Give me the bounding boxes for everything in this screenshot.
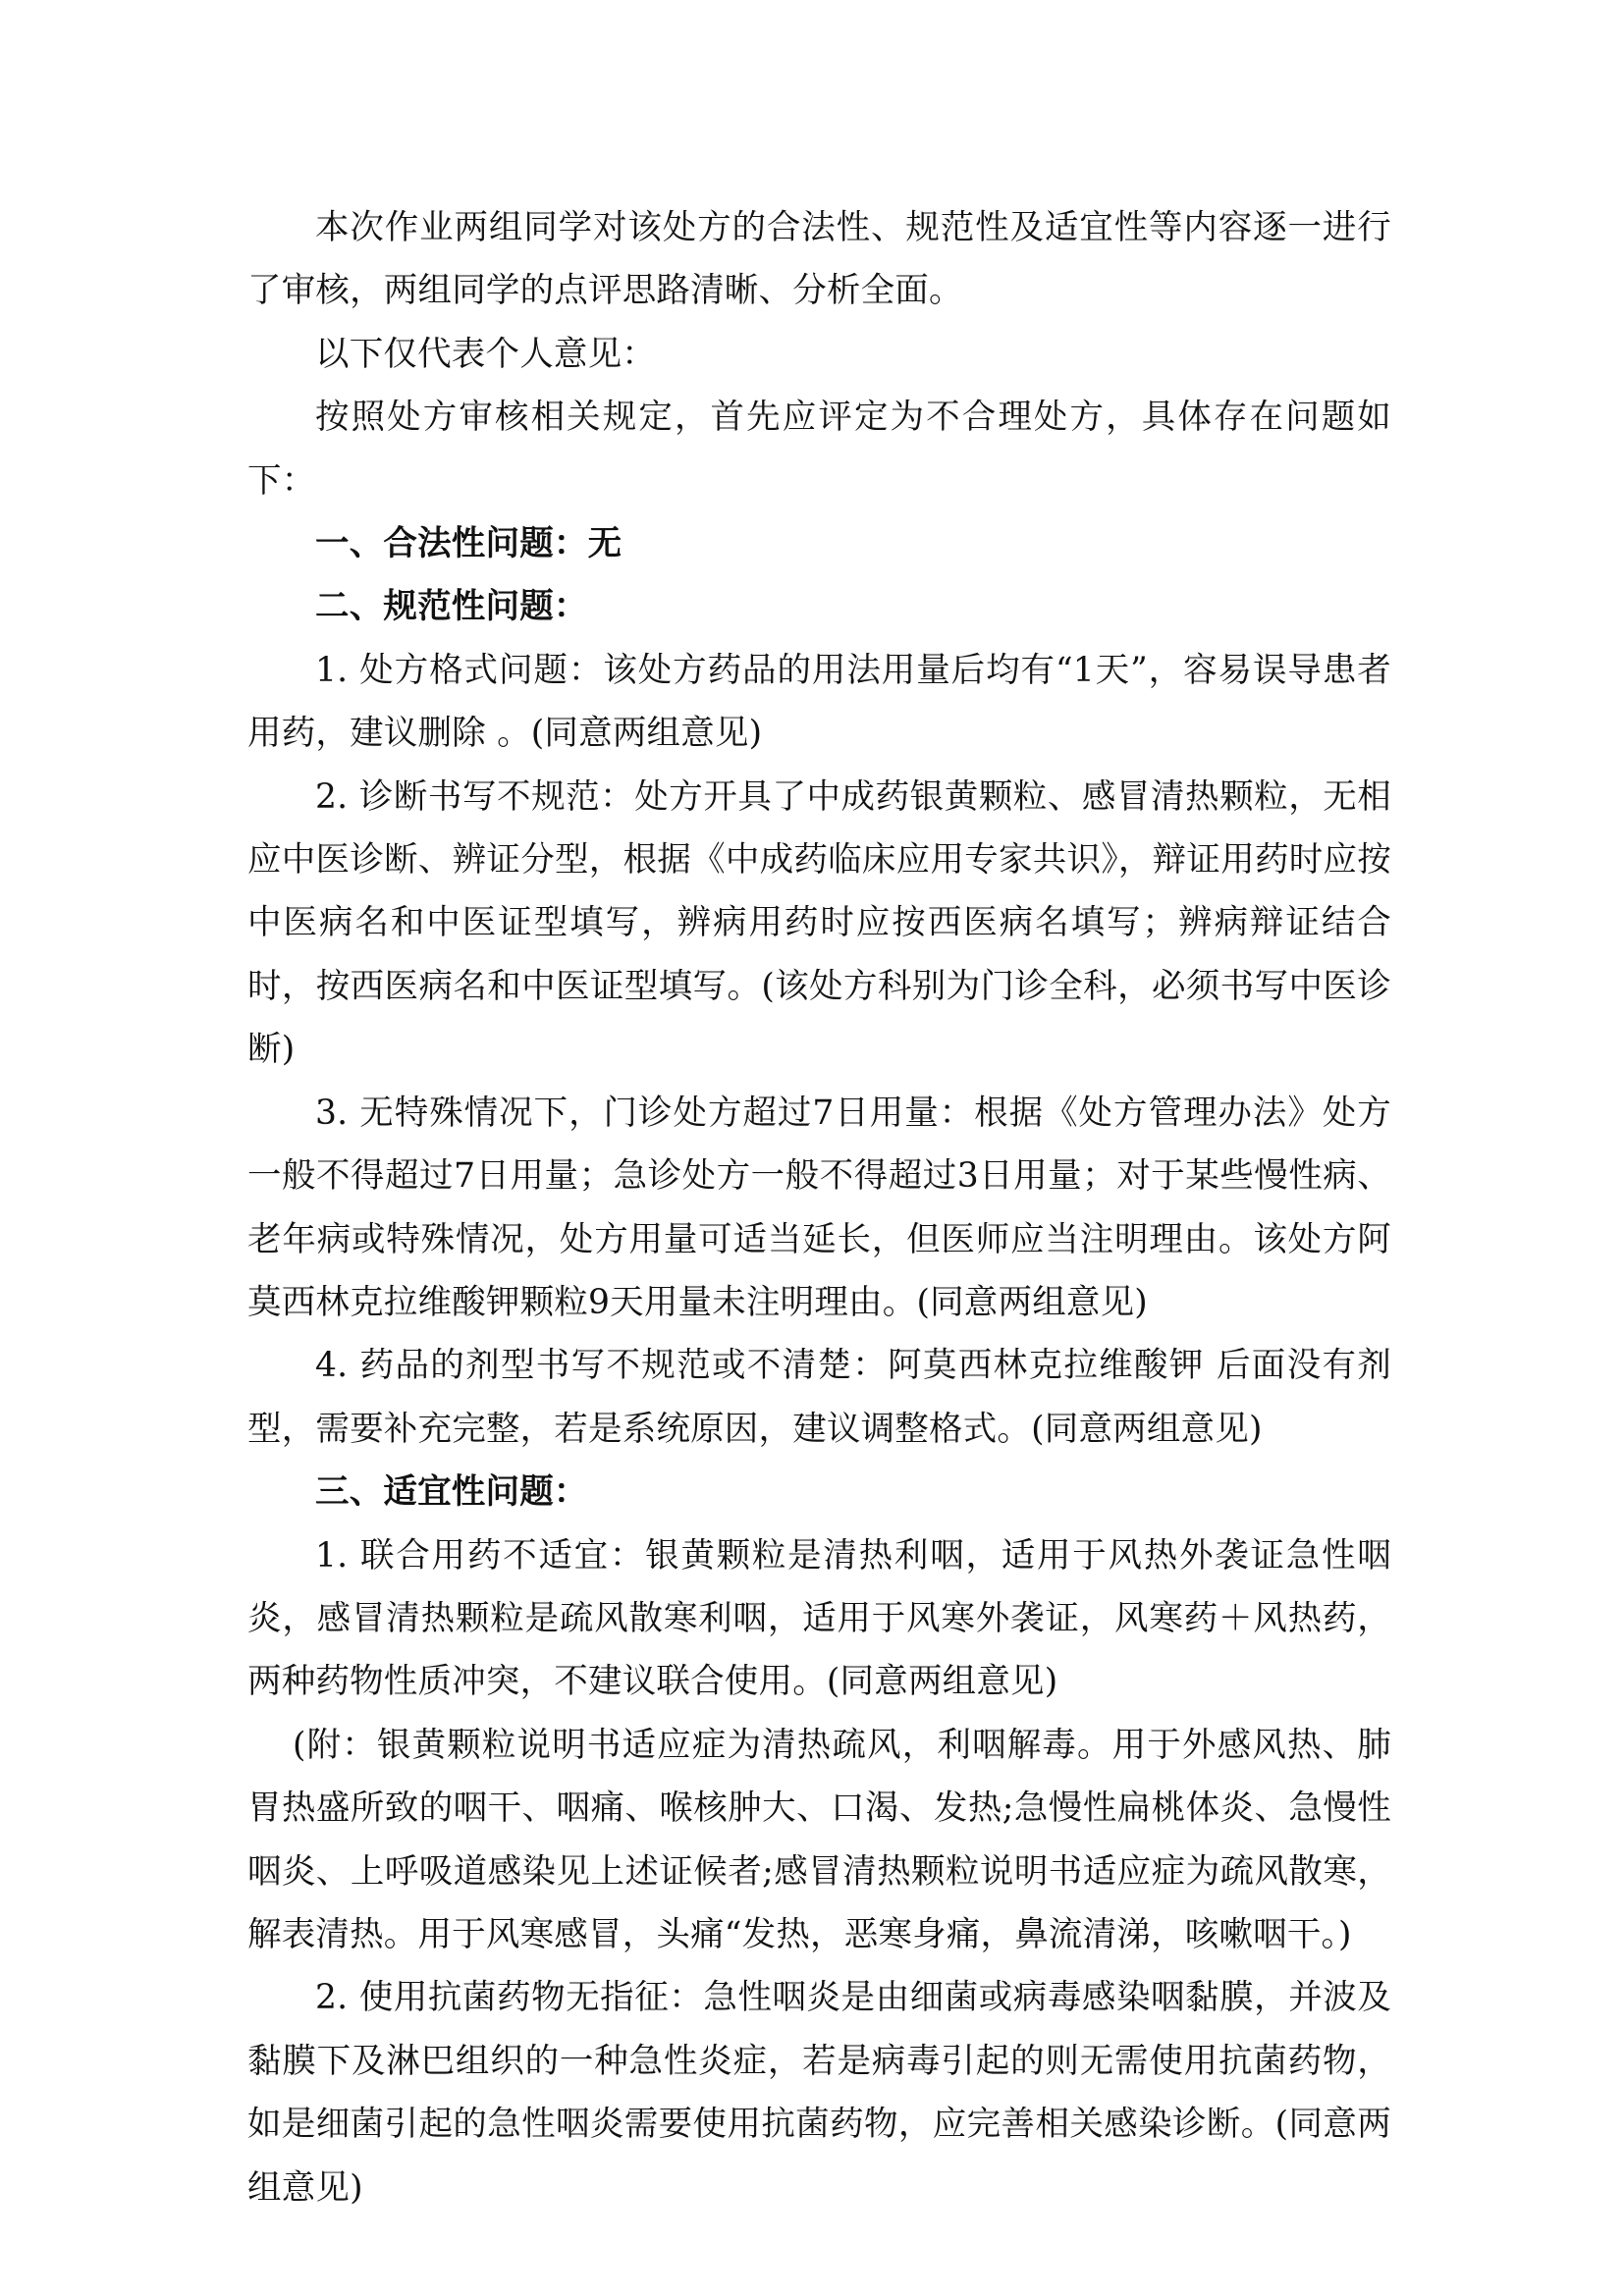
verdict-paragraph: 按照处方审核相关规定，首先应评定为不合理处方，具体存在问题如下： (247, 398, 1391, 501)
section-heading-legality: 一、合法性问题：无 (315, 524, 623, 564)
section-heading-standardization: 二、规范性问题： (315, 587, 588, 627)
document-page (247, 196, 1391, 2219)
section-heading-suitability: 三、适宜性问题： (315, 1472, 588, 1513)
standardization-item-2: 2. 诊断书写不规范：处方开具了中成药银黄颗粒、感冒清热颗粒，无相应中医诊断、辨证分型，根据《中成药临床应用专家共识》，辩证用药时应按中医病名和中医证型填写，辨病用药时应按西医病名填写；辨病辩证结合时，按西医病名和中医证型填写。(该处方科别为门诊全科，必须书写中医诊断) (247, 776, 1391, 1070)
appendix-note: (附：银黄颗粒说明书适应症为清热疏风，利咽解毒。用于外感风热、肺胃热盛所致的咽干、咽痛、喉核肿大、口渴、发热;急慢性扁桃体炎、急慢性咽炎、上呼吸道感染见上述证候者;感冒清热颗粒说明书适应症为疏风散寒，解表清热。用于风寒感冒，头痛“发热，恶寒身痛，鼻流清涕，咳嗽咽干。) (247, 1725, 1391, 1954)
suitability-item-1: 1. 联合用药不适宜：银黄颗粒是清热利咽，适用于风热外袭证急性咽炎，感冒清热颗粒是疏风散寒利咽，适用于风寒外袭证，风寒药＋风热药，两种药物性质冲突，不建议联合使用。(同意两组意见) (247, 1535, 1391, 1702)
opinion-note: 以下仅代表个人意见： (315, 334, 656, 374)
standardization-item-4: 4. 药品的剂型书写不规范或不清楚：阿莫西林克拉维酸钾 后面没有剂型，需要补充完整，若是系统原因，建议调整格式。(同意两组意见) (247, 1346, 1391, 1449)
intro-paragraph: 本次作业两组同学对该处方的合法性、规范性及适宜性等内容逐一进行了审核，两组同学的点评思路清晰、分析全面。 (247, 208, 1391, 311)
standardization-item-1: 1. 处方格式问题：该处方药品的用法用量后均有“1天”，容易误导患者用药，建议删除 。(同意两组意见) (247, 650, 1391, 754)
suitability-item-2: 2. 使用抗菌药物无指征：急性咽炎是由细菌或病毒感染咽黏膜，并波及黏膜下及淋巴组织的一种急性炎症，若是病毒引起的则无需使用抗菌药物，如是细菌引起的急性咽炎需要使用抗菌药物，应完善相关感染诊断。(同意两组意见) (247, 1978, 1391, 2208)
standardization-item-3: 3. 无特殊情况下，门诊处方超过7日用量：根据《处方管理办法》处方一般不得超过7日用量；急诊处方一般不得超过3日用量；对于某些慢性病、老年病或特殊情况，处方用量可适当延长，但医师应当注明理由。该处方阿莫西林克拉维酸钾颗粒9天用量未注明理由。(同意两组意见) (247, 1093, 1391, 1322)
